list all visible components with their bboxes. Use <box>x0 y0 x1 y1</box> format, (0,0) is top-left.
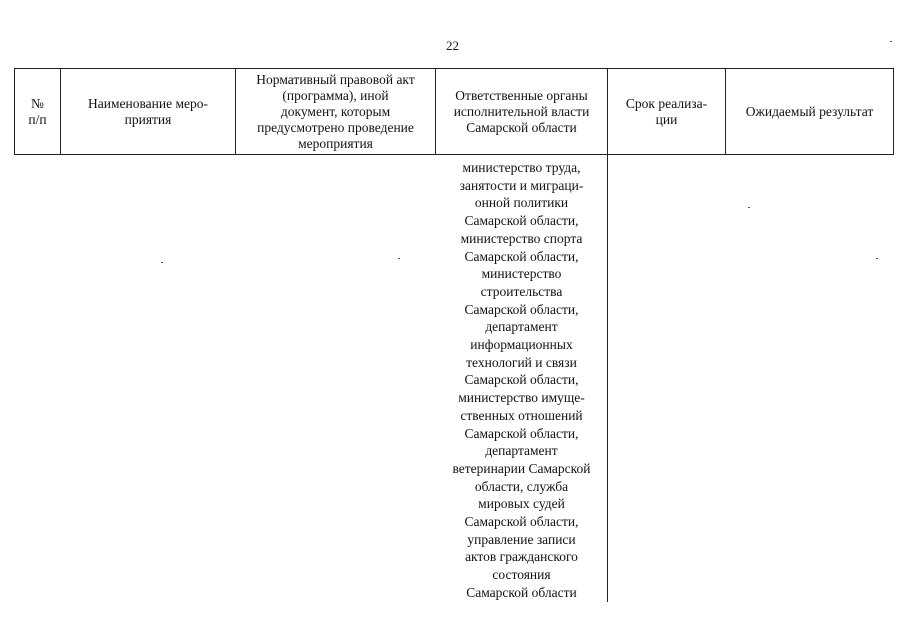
header-measure-name-label: Наименование меро- приятия <box>87 95 208 127</box>
table-row <box>15 155 894 602</box>
responsible-agency-line: онной политики <box>474 195 569 211</box>
responsible-agency-line: Самарской области, <box>464 425 579 441</box>
responsible-agency-line: строительства <box>480 283 563 299</box>
scan-speck <box>890 41 892 42</box>
responsible-agency-line: Самарской области, <box>464 514 579 530</box>
header-responsible-label: Ответственные органы исполнительной власти Самарской области <box>453 87 590 135</box>
responsible-agency-line: ственных отношений <box>460 407 583 423</box>
responsible-agency-line: актов гражданского <box>465 549 578 565</box>
responsible-agency-line: Самарской области, <box>464 301 579 317</box>
responsible-agency-line: состояния <box>492 567 551 583</box>
responsible-agency-line: министерство имуще- <box>458 390 585 406</box>
scan-speck <box>748 207 750 208</box>
scan-speck <box>161 262 163 263</box>
responsible-agency-line: департамент <box>485 319 558 335</box>
header-number-label: № п/п <box>28 95 47 127</box>
header-number <box>15 69 61 155</box>
header-measure-name <box>61 69 236 155</box>
scan-speck <box>398 258 400 259</box>
header-expected-result-label: Ожидаемый результат <box>745 103 874 119</box>
responsible-agency-line: министерство труда, <box>462 160 581 175</box>
header-term <box>608 69 726 155</box>
cell-number <box>15 155 61 602</box>
header-term-label: Срок реализа- ции <box>625 95 708 127</box>
header-responsible <box>436 69 608 155</box>
page-number: 22 <box>446 38 459 53</box>
responsible-agencies-list <box>442 159 601 602</box>
cell-term <box>608 155 726 602</box>
responsible-agency-line: Самарской области <box>466 584 577 600</box>
responsible-agency-line: информационных <box>470 337 573 353</box>
measures-table <box>14 68 894 602</box>
cell-measure-name <box>61 155 236 602</box>
table-header-row <box>15 69 894 155</box>
responsible-agency-line: Самарской области, <box>464 372 579 388</box>
responsible-agency-line: Самарской области, <box>464 213 579 229</box>
responsible-agency-line: ветеринарии Самарской <box>452 460 591 476</box>
responsible-agency-line: занятости и миграци- <box>459 177 584 193</box>
header-expected-result <box>726 69 894 155</box>
responsible-agency-line: департамент <box>485 443 558 459</box>
header-legal-act-label: Нормативный правовой акт (программа), иной документ, которым предусмотрено проведение мероприятия <box>256 71 415 151</box>
cell-legal-act <box>236 155 436 602</box>
responsible-agency-line: технологий и связи <box>466 354 577 370</box>
responsible-agency-line: министерство <box>481 266 562 282</box>
cell-responsible <box>436 155 608 602</box>
responsible-agency-line: мировых судей <box>478 496 565 512</box>
responsible-agency-line: министерство спорта <box>460 230 583 246</box>
responsible-agency-line: области, служба <box>474 478 569 494</box>
header-legal-act <box>236 69 436 155</box>
cell-expected-result <box>726 155 894 602</box>
responsible-agency-line: управление записи <box>467 531 576 547</box>
scan-speck <box>876 258 878 259</box>
responsible-agency-line: Самарской области, <box>464 248 579 264</box>
